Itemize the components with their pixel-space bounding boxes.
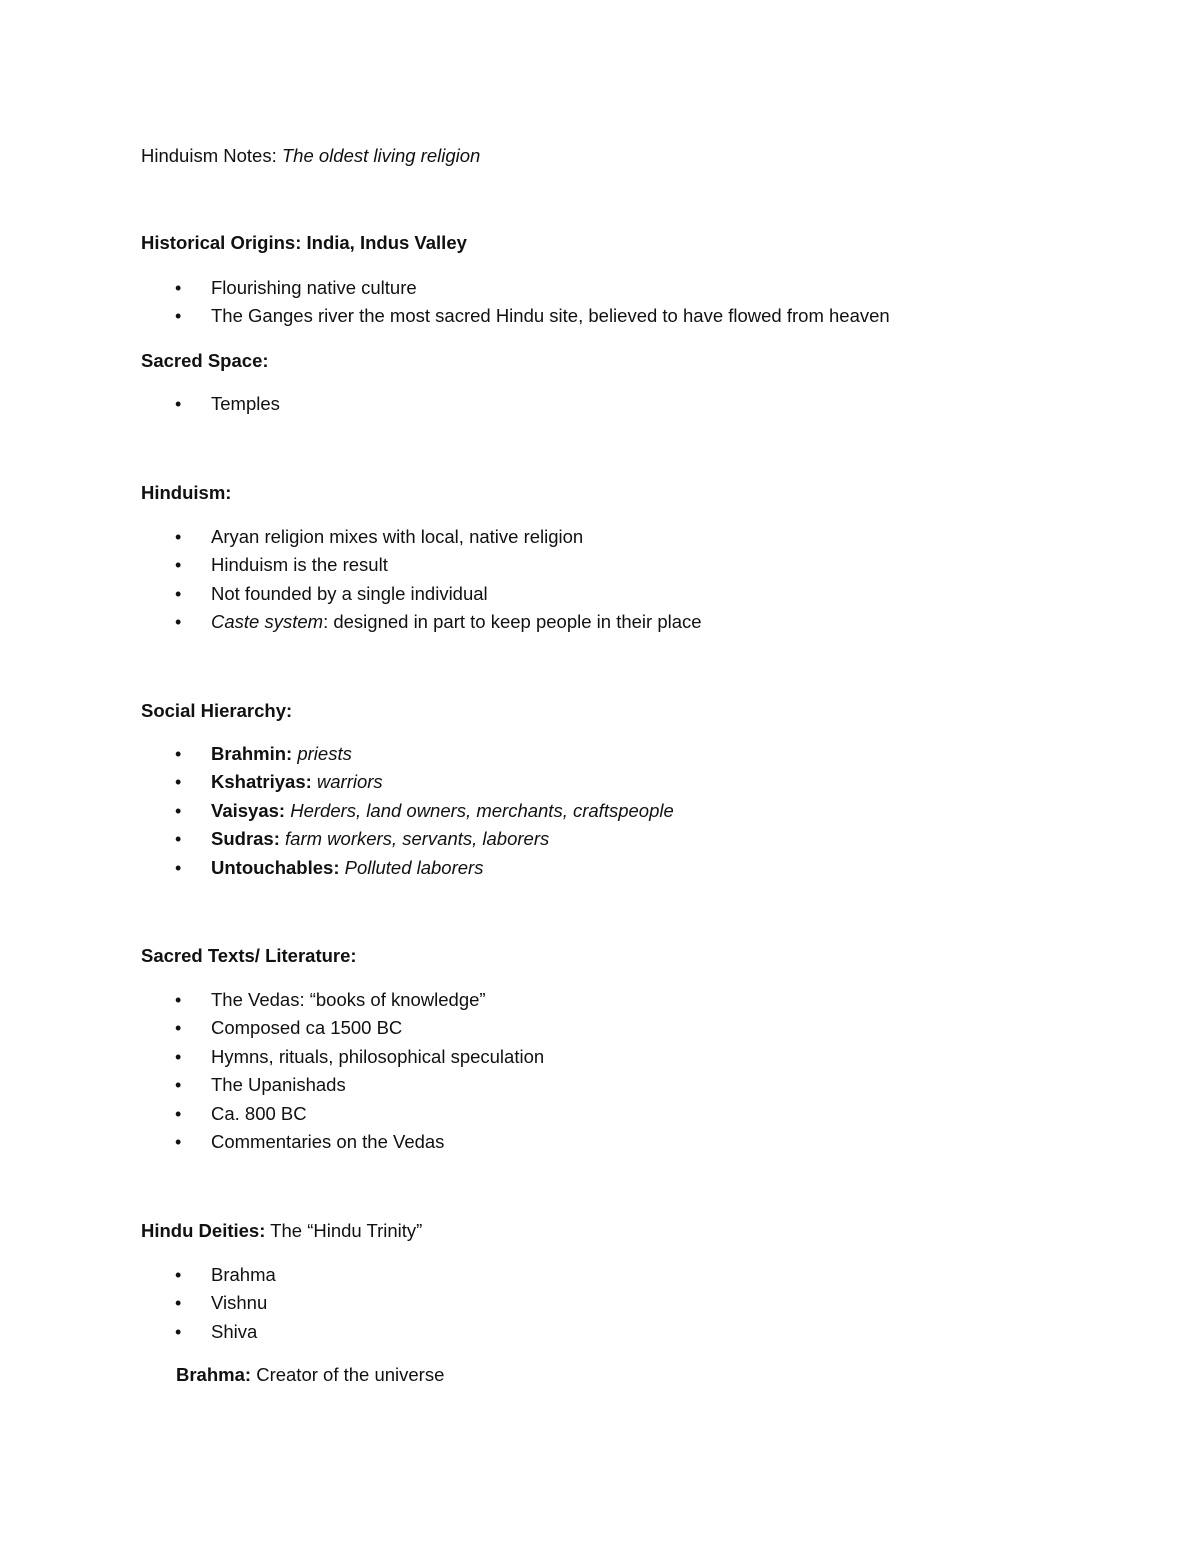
bullet-icon: • (175, 1103, 182, 1124)
caste-desc: farm workers, servants, laborers (285, 828, 550, 850)
list-item (141, 274, 890, 302)
title-prefix: Hinduism Notes: (141, 145, 282, 166)
list-historical-origins (141, 274, 890, 331)
bullet-icon: • (175, 990, 182, 1010)
caste-term: Vaisyas: (211, 799, 286, 821)
list-hinduism (141, 523, 702, 637)
list-item (141, 740, 674, 768)
bullet-icon: • (175, 1321, 182, 1342)
list-item (141, 1289, 276, 1317)
list-sacred-space (141, 390, 280, 418)
caste-desc: Herders, land owners, merchants, craftspeople (290, 799, 674, 821)
bullet-icon: • (175, 1265, 182, 1285)
list-item (141, 1261, 276, 1289)
caste-desc: priests (297, 743, 352, 764)
heading-sacred-space: Sacred Space: (141, 350, 269, 371)
list-item-text: Hymns, rituals, philosophical speculation (211, 1045, 545, 1067)
list-item (141, 768, 674, 796)
list-item-text: Composed ca 1500 BC (211, 1017, 403, 1039)
list-item-text: Temples (211, 393, 280, 414)
list-item (141, 1043, 544, 1071)
bullet-icon: • (175, 555, 182, 576)
list-item-text: Vishnu (211, 1292, 268, 1314)
list-item-text: Shiva (211, 1320, 258, 1342)
list-item (141, 523, 702, 551)
list-social-hierarchy (141, 740, 674, 882)
heading-sacred-texts: Sacred Texts/ Literature: (141, 945, 357, 966)
bullet-icon: • (175, 527, 182, 547)
list-item (141, 1318, 276, 1346)
deities-heading-term: Hindu Deities: (141, 1220, 266, 1241)
heading-hindu-deities (141, 1217, 422, 1245)
heading-historical-origins: Historical Origins: India, Indus Valley (141, 232, 467, 253)
title-subtitle: The oldest living religion (281, 145, 481, 166)
list-item (141, 1071, 544, 1099)
caste-term: Kshatriyas: (211, 771, 312, 793)
list-sacred-texts (141, 986, 544, 1156)
list-item (141, 825, 674, 853)
list-item-text: Ca. 800 BC (211, 1102, 307, 1124)
list-item-text: Hinduism is the result (211, 554, 388, 576)
caste-system-term: Caste system (211, 611, 324, 633)
bullet-icon: • (175, 1293, 182, 1314)
bullet-icon: • (175, 772, 182, 793)
caste-system-text: : designed in part to keep people in their place (323, 611, 702, 633)
heading-social-hierarchy: Social Hierarchy: (141, 700, 293, 721)
list-item-text: The Upanishads (211, 1074, 346, 1096)
list-item (141, 986, 544, 1014)
bullet-icon: • (175, 857, 182, 878)
caste-desc: warriors (316, 771, 383, 793)
heading-hinduism: Hinduism: (141, 482, 232, 503)
list-item (141, 580, 702, 608)
list-item-text: Not founded by a single individual (211, 582, 488, 604)
list-item-text: Aryan religion mixes with local, native religion (211, 526, 584, 547)
bullet-icon: • (175, 1046, 182, 1067)
caste-term: Untouchables: (211, 856, 340, 878)
list-item (141, 390, 280, 418)
brahma-note (176, 1361, 444, 1389)
document-title (141, 142, 480, 170)
deities-heading-rest: The “Hindu Trinity” (265, 1220, 423, 1241)
bullet-icon: • (175, 829, 182, 850)
bullet-icon: • (175, 800, 182, 821)
list-item-text: The Ganges river the most sacred Hindu site, believed to have flowed from heaven (211, 305, 890, 327)
bullet-icon: • (175, 583, 182, 604)
bullet-icon: • (175, 612, 182, 633)
caste-term: Sudras: (211, 828, 280, 850)
list-item-text: Commentaries on the Vedas (211, 1130, 445, 1152)
brahma-note-term: Brahma: (176, 1364, 252, 1385)
list-hindu-deities (141, 1261, 276, 1346)
list-item-text: The Vedas: “books of knowledge” (211, 989, 486, 1010)
list-item-text: Flourishing native culture (211, 277, 417, 298)
list-item-text: Brahma (211, 1264, 276, 1285)
brahma-note-text: Creator of the universe (251, 1364, 445, 1385)
list-item (141, 1100, 544, 1128)
caste-desc: Polluted laborers (344, 856, 484, 878)
bullet-icon: • (175, 278, 182, 298)
list-item (141, 854, 674, 882)
list-item (141, 1014, 544, 1042)
list-item (141, 608, 702, 636)
list-item (141, 551, 702, 579)
bullet-icon: • (175, 1131, 182, 1152)
bullet-icon: • (175, 394, 182, 414)
list-item (141, 797, 674, 825)
bullet-icon: • (175, 744, 182, 764)
bullet-icon: • (175, 1018, 182, 1039)
list-item (141, 1128, 544, 1156)
list-item (141, 302, 890, 330)
bullet-icon: • (175, 306, 182, 327)
bullet-icon: • (175, 1075, 182, 1096)
caste-term: Brahmin: (211, 743, 293, 764)
